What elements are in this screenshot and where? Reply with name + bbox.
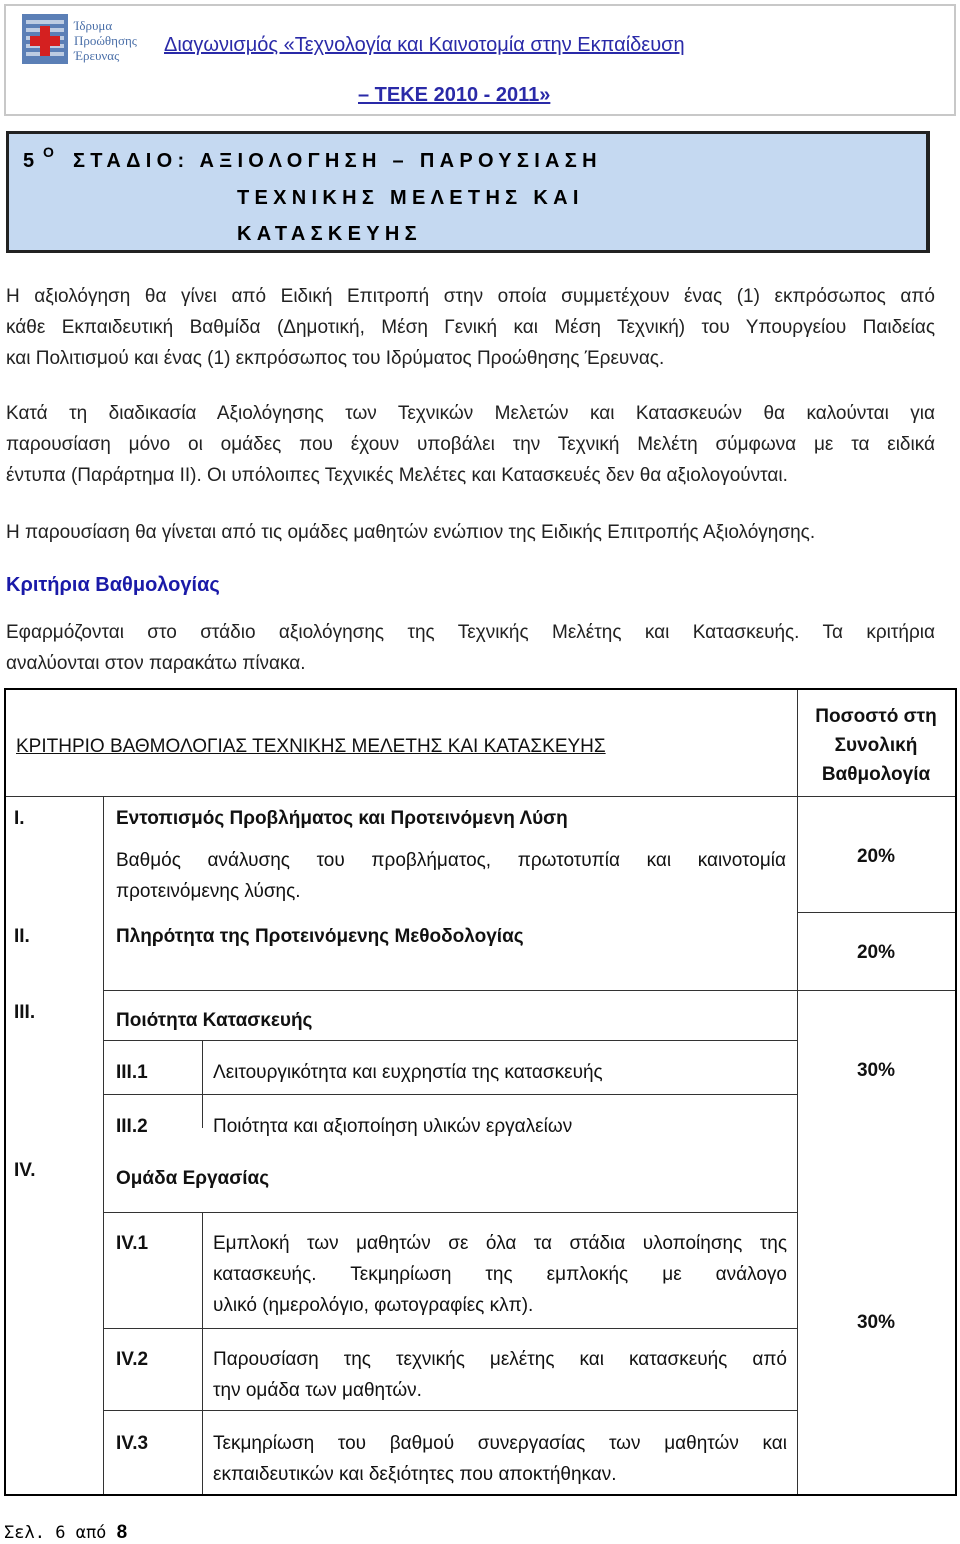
percent-header-line: Ποσοστό στη: [815, 706, 937, 727]
sub-criterion-line: Παρουσίαση της τεχνικής μελέτης και κατασκευής από: [213, 1349, 787, 1370]
table-divider: [797, 912, 955, 913]
criterion-percent: 20%: [856, 942, 896, 963]
criterion-title: Ποιότητα Κατασκευής: [116, 1010, 313, 1031]
criterion-title: Εντοπισμός Προβλήματος και Προτεινόμενη Λύση: [116, 808, 568, 829]
sub-criterion-line: την ομάδα των μαθητών.: [213, 1380, 422, 1401]
sub-criterion-text: [213, 1344, 787, 1406]
sub-criterion-line: κατασκευής. Τεκμηρίωση της εμπλοκής με ανάλογο: [213, 1264, 787, 1285]
sub-criterion-number: III.1: [116, 1062, 148, 1083]
criterion-percent: 20%: [856, 846, 896, 867]
paragraph-line: και Πολιτισμού και ένας (1) εκπρόσωπος του Ιδρύματος Προώθησης Έρευνας.: [6, 348, 665, 369]
criterion-description: [116, 845, 786, 907]
table-divider: [103, 1328, 797, 1329]
stage-title-line3: ΚΑΤΑΣΚΕΥΗΣ: [237, 223, 422, 245]
table-divider: [797, 690, 798, 1494]
criterion-column-header: ΚΡΙΤΗΡΙΟ ΒΑΘΜΟΛΟΓΙΑΣ ΤΕΧΝΙΚΗΣ ΜΕΛΕΤΗΣ ΚΑΙ ΚΑΤΑΣΚΕΥΗΣ: [16, 736, 606, 757]
paragraph-line: παρουσίαση μόνο οι ομάδες που έχουν υποβάλει την Τεχνική Μελέτη σύμφωνα με τα ειδικά: [6, 434, 935, 455]
table-divider: [202, 1040, 203, 1128]
sub-criterion-text: Ποιότητα και αξιοποίηση υλικών εργαλείων: [213, 1116, 573, 1137]
paragraph-line: Η αξιολόγηση θα γίνει από Ειδική Επιτροπή στην οποία συμμετέχουν ένας (1) εκπρόσωπος από: [6, 286, 935, 307]
paragraph-line: αναλύονται στον παρακάτω πίνακα.: [6, 653, 306, 674]
sub-criterion-number: III.2: [116, 1116, 148, 1137]
sub-criterion-number: IV.3: [116, 1433, 149, 1454]
sub-criterion-text: [213, 1228, 787, 1321]
description-line: Βαθμός ανάλυσης του προβλήματος, πρωτοτυπία και καινοτομία: [116, 850, 786, 871]
criterion-number: I.: [14, 808, 25, 829]
table-divider: [103, 1410, 797, 1411]
criterion-number: IV.: [14, 1160, 36, 1181]
percent-column-header: [797, 702, 955, 789]
sub-criterion-text: Λειτουργικότητα και ευχρηστία της κατασκευής: [213, 1062, 603, 1083]
competition-year-link[interactable]: – ΤΕΚΕ 2010 - 2011»: [358, 84, 551, 106]
page-total: 8: [116, 1522, 128, 1543]
sub-criterion-line: Τεκμηρίωση του βαθμού συνεργασίας των μαθητών και: [213, 1433, 787, 1454]
logo-text-1: Ίδρυμα: [74, 18, 113, 33]
paragraph-line: Κατά τη διαδικασία Αξιολόγησης των Τεχνικών Μελετών και Κατασκευών θα καλούνται για: [6, 403, 935, 424]
paragraph-line: κάθε Εκπαιδευτική Βαθμίδα (Δημοτική, Μέση Γενική και Μέση Τεχνική) του Υπουργείου Παιδείας: [6, 317, 935, 338]
table-divider: [202, 1212, 203, 1494]
criterion-title: Πληρότητα της Προτεινόμενης Μεθοδολογίας: [116, 926, 524, 947]
sub-criterion-line: εκπαιδευτικών και δεξιότητες που αποκτήθηκαν.: [213, 1464, 617, 1485]
process-paragraph: [6, 398, 935, 491]
description-line: προτεινόμενης λύσης.: [116, 881, 301, 902]
criterion-percent: 30%: [856, 1312, 896, 1333]
page-number: 6: [55, 1523, 66, 1543]
paragraph-line: Η παρουσίαση θα γίνεται από τις ομάδες μαθητών ενώπιον της Ειδικής Επιτροπής Αξιολόγησης.: [6, 522, 816, 543]
sub-criterion-line: υλικό (ημερολόγιο, φωτογραφίες κλπ).: [213, 1295, 534, 1316]
sub-criterion-text: [213, 1428, 787, 1490]
table-divider: [6, 796, 955, 797]
criterion-number: II.: [14, 926, 30, 947]
paragraph-line: έντυπα (Παράρτημα ΙΙ). Οι υπόλοιπες Τεχνικές Μελέτες και Κατασκευές δεν θα αξιολογούνται.: [6, 465, 788, 486]
paragraph-line: Εφαρμόζονται στο στάδιο αξιολόγησης της Τεχνικής Μελέτης και Κατασκευής. Τα κριτήρια: [6, 622, 935, 643]
criterion-number: III.: [14, 1002, 36, 1023]
stage-banner: [6, 131, 930, 253]
stage-title-line1: ΣΤΑΔΙΟ: ΑΞΙΟΛΟΓΗΣΗ – ΠΑΡΟΥΣΙΑΣΗ: [73, 150, 602, 172]
stage-number: 5: [23, 150, 35, 172]
stage-title-line2: ΤΕΧΝΙΚΗΣ ΜΕΛΕΤΗΣ ΚΑΙ: [237, 187, 584, 209]
sub-criterion-line: Εμπλοκή των μαθητών σε όλα τα στάδια υλοποίησης της: [213, 1233, 787, 1254]
criterion-title: Ομάδα Εργασίας: [116, 1168, 270, 1189]
document-header: [4, 4, 956, 116]
foundation-logo: [20, 12, 154, 68]
criteria-intro-paragraph: [6, 617, 935, 679]
competition-title-link[interactable]: Διαγωνισμός «Τεχνολογία και Καινοτομία στην Εκπαίδευση: [164, 34, 685, 56]
percent-header-line: Βαθμολογία: [821, 764, 931, 785]
page-label: Σελ.: [4, 1523, 45, 1543]
table-divider: [103, 1212, 797, 1213]
committee-paragraph: [6, 281, 935, 374]
criteria-heading: Κριτήρια Βαθμολογίας: [6, 574, 220, 596]
table-divider: [103, 1094, 797, 1095]
percent-header-line: Συνολική: [834, 735, 918, 756]
criteria-table: [4, 688, 957, 1496]
sub-criterion-number: IV.1: [116, 1233, 149, 1254]
presentation-paragraph: [6, 517, 815, 548]
criterion-percent: 30%: [856, 1060, 896, 1081]
table-divider: [103, 990, 955, 991]
logo-text-3: Έρευνας: [74, 48, 120, 63]
page-of: από: [75, 1523, 107, 1543]
table-divider: [103, 796, 104, 1494]
table-divider: [103, 1040, 797, 1041]
stage-superscript: Ο: [43, 144, 54, 160]
logo-text-2: Προώθησης: [74, 33, 137, 48]
sub-criterion-number: IV.2: [116, 1349, 149, 1370]
